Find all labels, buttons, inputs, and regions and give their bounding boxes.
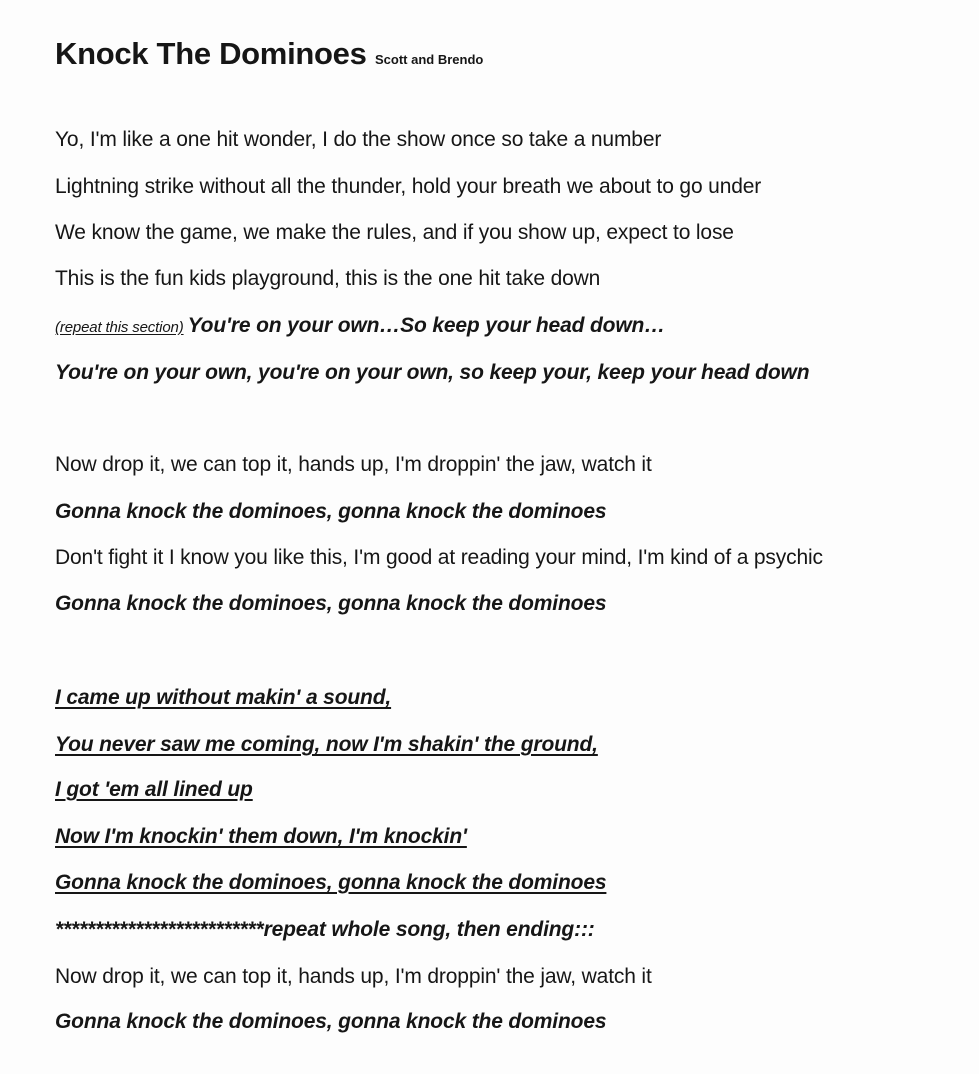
lyric-chorus-line: You're on your own, you're on your own, so keep your, keep your head down (55, 361, 810, 384)
lyric-line: We know the game, we make the rules, and if you show up, expect to lose (55, 221, 734, 244)
bridge-line: Now I'm knockin' them down, I'm knockin' (55, 825, 467, 848)
bridge-line: I got 'em all lined up (55, 778, 253, 801)
title-row (55, 36, 483, 72)
bridge-line: Gonna knock the dominoes, gonna knock the dominoes (55, 871, 607, 894)
bridge-line: You never saw me coming, now I'm shakin' the ground, (55, 733, 598, 756)
lyric-line: Yo, I'm like a one hit wonder, I do the show once so take a number (55, 128, 662, 151)
lyric-line: This is the fun kids playground, this is the one hit take down (55, 267, 601, 290)
lyric-line: Now drop it, we can top it, hands up, I'm droppin' the jaw, watch it (55, 453, 652, 476)
ending-instruction: **************************repeat whole song, then ending::: (55, 918, 595, 941)
song-title: Knock The Dominoes (55, 36, 367, 71)
lyric-hook-line: Gonna knock the dominoes, gonna knock the dominoes (55, 592, 607, 615)
song-author: Scott and Brendo (375, 52, 484, 67)
lyric-line: Don't fight it I know you like this, I'm good at reading your mind, I'm kind of a psychic (55, 546, 823, 569)
repeat-note: (repeat this section) (55, 319, 184, 336)
lyric-line: Now drop it, we can top it, hands up, I'm droppin' the jaw, watch it (55, 965, 652, 988)
lyric-chorus-text: You're on your own…So keep your head down… (187, 314, 666, 337)
lyric-hook-line: Gonna knock the dominoes, gonna knock the dominoes (55, 500, 607, 523)
lyric-line: Lightning strike without all the thunder, hold your breath we about to go under (55, 175, 762, 198)
bridge-line: I came up without makin' a sound, (55, 686, 392, 709)
lyric-line-with-note (55, 312, 665, 342)
lyric-hook-line: Gonna knock the dominoes, gonna knock the dominoes (55, 1010, 607, 1033)
